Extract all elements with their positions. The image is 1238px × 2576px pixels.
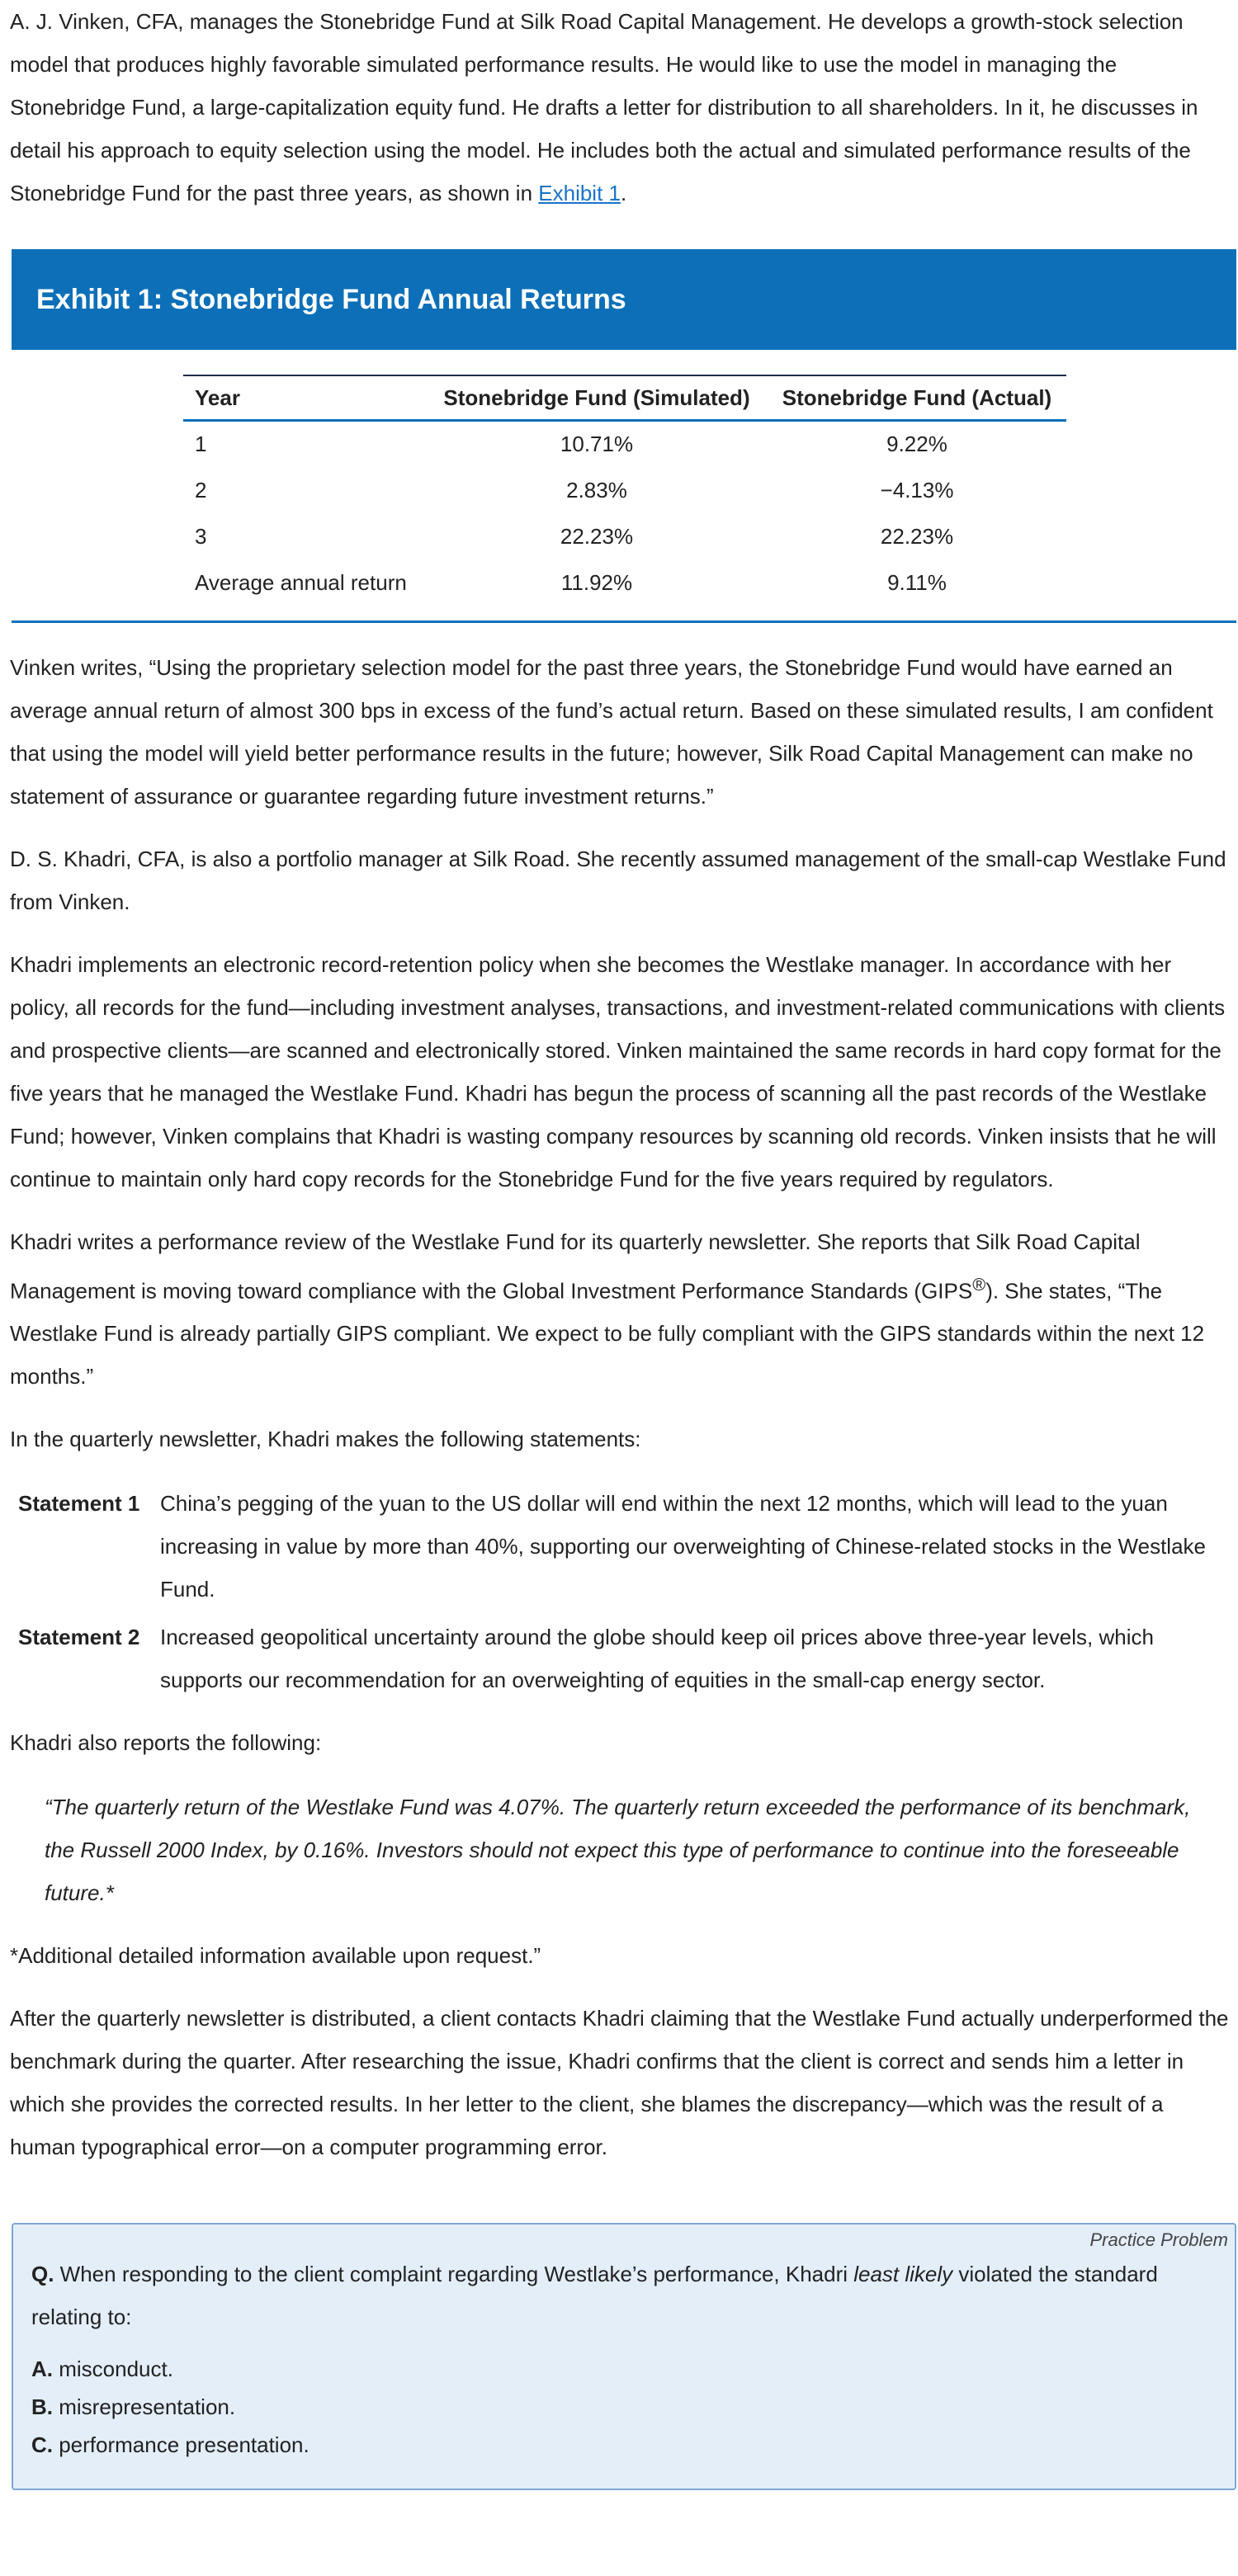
table-cell: 9.22% [886, 432, 947, 457]
option-text: misrepresentation. [53, 2394, 236, 2420]
gips-text: Khadri writes a performance review of the Westlake Fund for its quarterly newsletter. She reports that Silk Road Capital Management is moving toward compliance with the Global Investment Performance Standards (GIPS [10, 1229, 1141, 1304]
table-cell: −4.13% [880, 477, 954, 502]
statement-item [10, 1616, 1231, 1701]
option-b[interactable] [31, 2388, 1217, 2426]
col-header-simulated: Stonebridge Fund (Simulated) [426, 375, 768, 421]
paragraph-khadri-intro: D. S. Khadri, CFA, is also a portfolio manager at Silk Road. She recently assumed management of the small-cap Westlake Fund from Vinken. [10, 846, 1226, 914]
paragraph-statements-intro: In the quarterly newsletter, Khadri makes the following statements: [10, 1427, 641, 1452]
table-cell: Average annual return [195, 569, 407, 595]
table-cell: 22.23% [880, 523, 954, 549]
col-header-year: Year [183, 375, 426, 421]
statements-list [10, 1482, 1231, 1701]
option-text: misconduct. [53, 2357, 173, 2382]
exhibit-body [12, 350, 1236, 623]
practice-problem-tag: Practice Problem [1089, 2229, 1228, 2251]
statement-text: China’s pegging of the yuan to the US dollar will end within the next 12 months, which will lead to the yuan increasing in value by more than 40%, supporting our overweighting of Chinese-related stocks in the Westlake Fund. [160, 1491, 1206, 1602]
paragraph-performance-review [10, 1220, 1231, 1399]
table-cell: 1 [195, 432, 207, 457]
table-row [183, 421, 1066, 467]
statement-label: Statement 2 [18, 1625, 140, 1650]
table-cell: 3 [195, 523, 207, 549]
intro-text: A. J. Vinken, CFA, manages the Stonebridge Fund at Silk Road Capital Management. He develops a growth-stock selection model that produces highly favorable simulated performance results. He would like to use the model in managing the Stonebridge Fund, a large-capitalization equity fund. He drafts a letter for distribution to all shareholders. In it, he discusses in detail his approach to equity selection using the model. He includes both the actual and simulated performance results of the Stonebridge Fund for the past three years, as shown in [10, 9, 1198, 205]
statement-label: Statement 1 [18, 1491, 140, 1517]
gips-text-end: ). She states, “The Westlake Fund is already partially GIPS compliant. We expect to be fully compliant with the GIPS standards within the next 12 months.” [10, 1278, 1205, 1389]
performance-quote: “The quarterly return of the Westlake Fund was 4.07%. The quarterly return exceeded the performance of its benchmark, the Russell 2000 Index, by 0.16%. Investors should not expect this type of performance to continue into the foreseeable future.* [45, 1795, 1191, 1906]
intro-paragraph [10, 0, 1231, 215]
statement-item [10, 1482, 1231, 1611]
paragraph-vinken-writes: Vinken writes, “Using the proprietary selection model for the past three years, the Stonebridge Fund would have earned an average annual return of almost 300 bps in excess of the fund’s actual return. Based on these simulated results, I am confident that using the model will yield better performance results in the future; however, Silk Road Capital Management can make no statement of assurance or guarantee regarding future investment returns.” [10, 654, 1213, 809]
paragraph-client-complaint: After the quarterly newsletter is distributed, a client contacts Khadri claiming that the Westlake Fund actually underperformed the benchmark during the quarter. After researching the issue, Khadri confirms that the client is correct and sends him a letter in which she provides the corrected results. In her letter to the client, she blames the discrepancy—which was the result of a human typographical error—on a computer programming error. [10, 2006, 1229, 2160]
option-c[interactable] [31, 2426, 1217, 2464]
exhibit-title: Exhibit 1: Stonebridge Fund Annual Returns [12, 249, 1236, 350]
question-emphasis: least likely [853, 2262, 953, 2287]
table-row [183, 513, 1066, 559]
intro-end: . [621, 181, 627, 205]
table-row [183, 559, 1066, 606]
practice-problem-box [12, 2223, 1236, 2490]
footnote: *Additional detailed information available upon request.” [10, 1943, 541, 1969]
col-header-actual: Stonebridge Fund (Actual) [768, 375, 1066, 421]
question-body-end: violated the standard relating to: [31, 2262, 1158, 2330]
table-cell: 10.71% [560, 432, 634, 457]
exhibit-1-link[interactable]: Exhibit 1 [538, 181, 621, 205]
returns-table [183, 375, 1066, 606]
statement-text: Increased geopolitical uncertainty around the globe should keep oil prices above three-year levels, which supports our recommendation for an overweighting of equities in the small-cap energy sector. [160, 1625, 1154, 1693]
option-letter: C. [31, 2432, 53, 2458]
table-cell: 9.11% [887, 569, 947, 595]
table-cell: 2 [195, 477, 207, 502]
paragraph-record-retention: Khadri implements an electronic record-retention policy when she becomes the Westlake manager. In accordance with her policy, all records for the fund—including investment analyses, transactions, and investment-related communications with clients and prospective clients—are scanned and electronically stored. Vinken maintained the same records in hard copy format for the five years that he managed the Westlake Fund. Khadri has begun the process of scanning all the past records of the Westlake Fund; however, Vinken complains that Khadri is wasting company resources by scanning old records. Vinken insists that he will continue to maintain only hard copy records for the Stonebridge Fund for the five years required by regulators. [10, 951, 1226, 1191]
answer-options [31, 2350, 1217, 2464]
table-cell: 11.92% [560, 569, 633, 595]
option-text: performance presentation. [53, 2432, 310, 2458]
option-a[interactable] [31, 2350, 1217, 2388]
table-header-row [183, 375, 1066, 421]
question-text [31, 2253, 1217, 2338]
table-row [183, 467, 1066, 513]
option-letter: B. [31, 2394, 53, 2420]
table-cell: 22.23% [560, 523, 634, 549]
registered-mark: ® [972, 1273, 986, 1295]
paragraph-also-reports: Khadri also reports the following: [10, 1730, 322, 1756]
option-letter: A. [31, 2357, 53, 2382]
question-label: Q. [31, 2262, 54, 2287]
table-cell: 2.83% [566, 477, 627, 502]
question-body: When responding to the client complaint regarding Westlake’s performance, Khadri [54, 2262, 854, 2287]
